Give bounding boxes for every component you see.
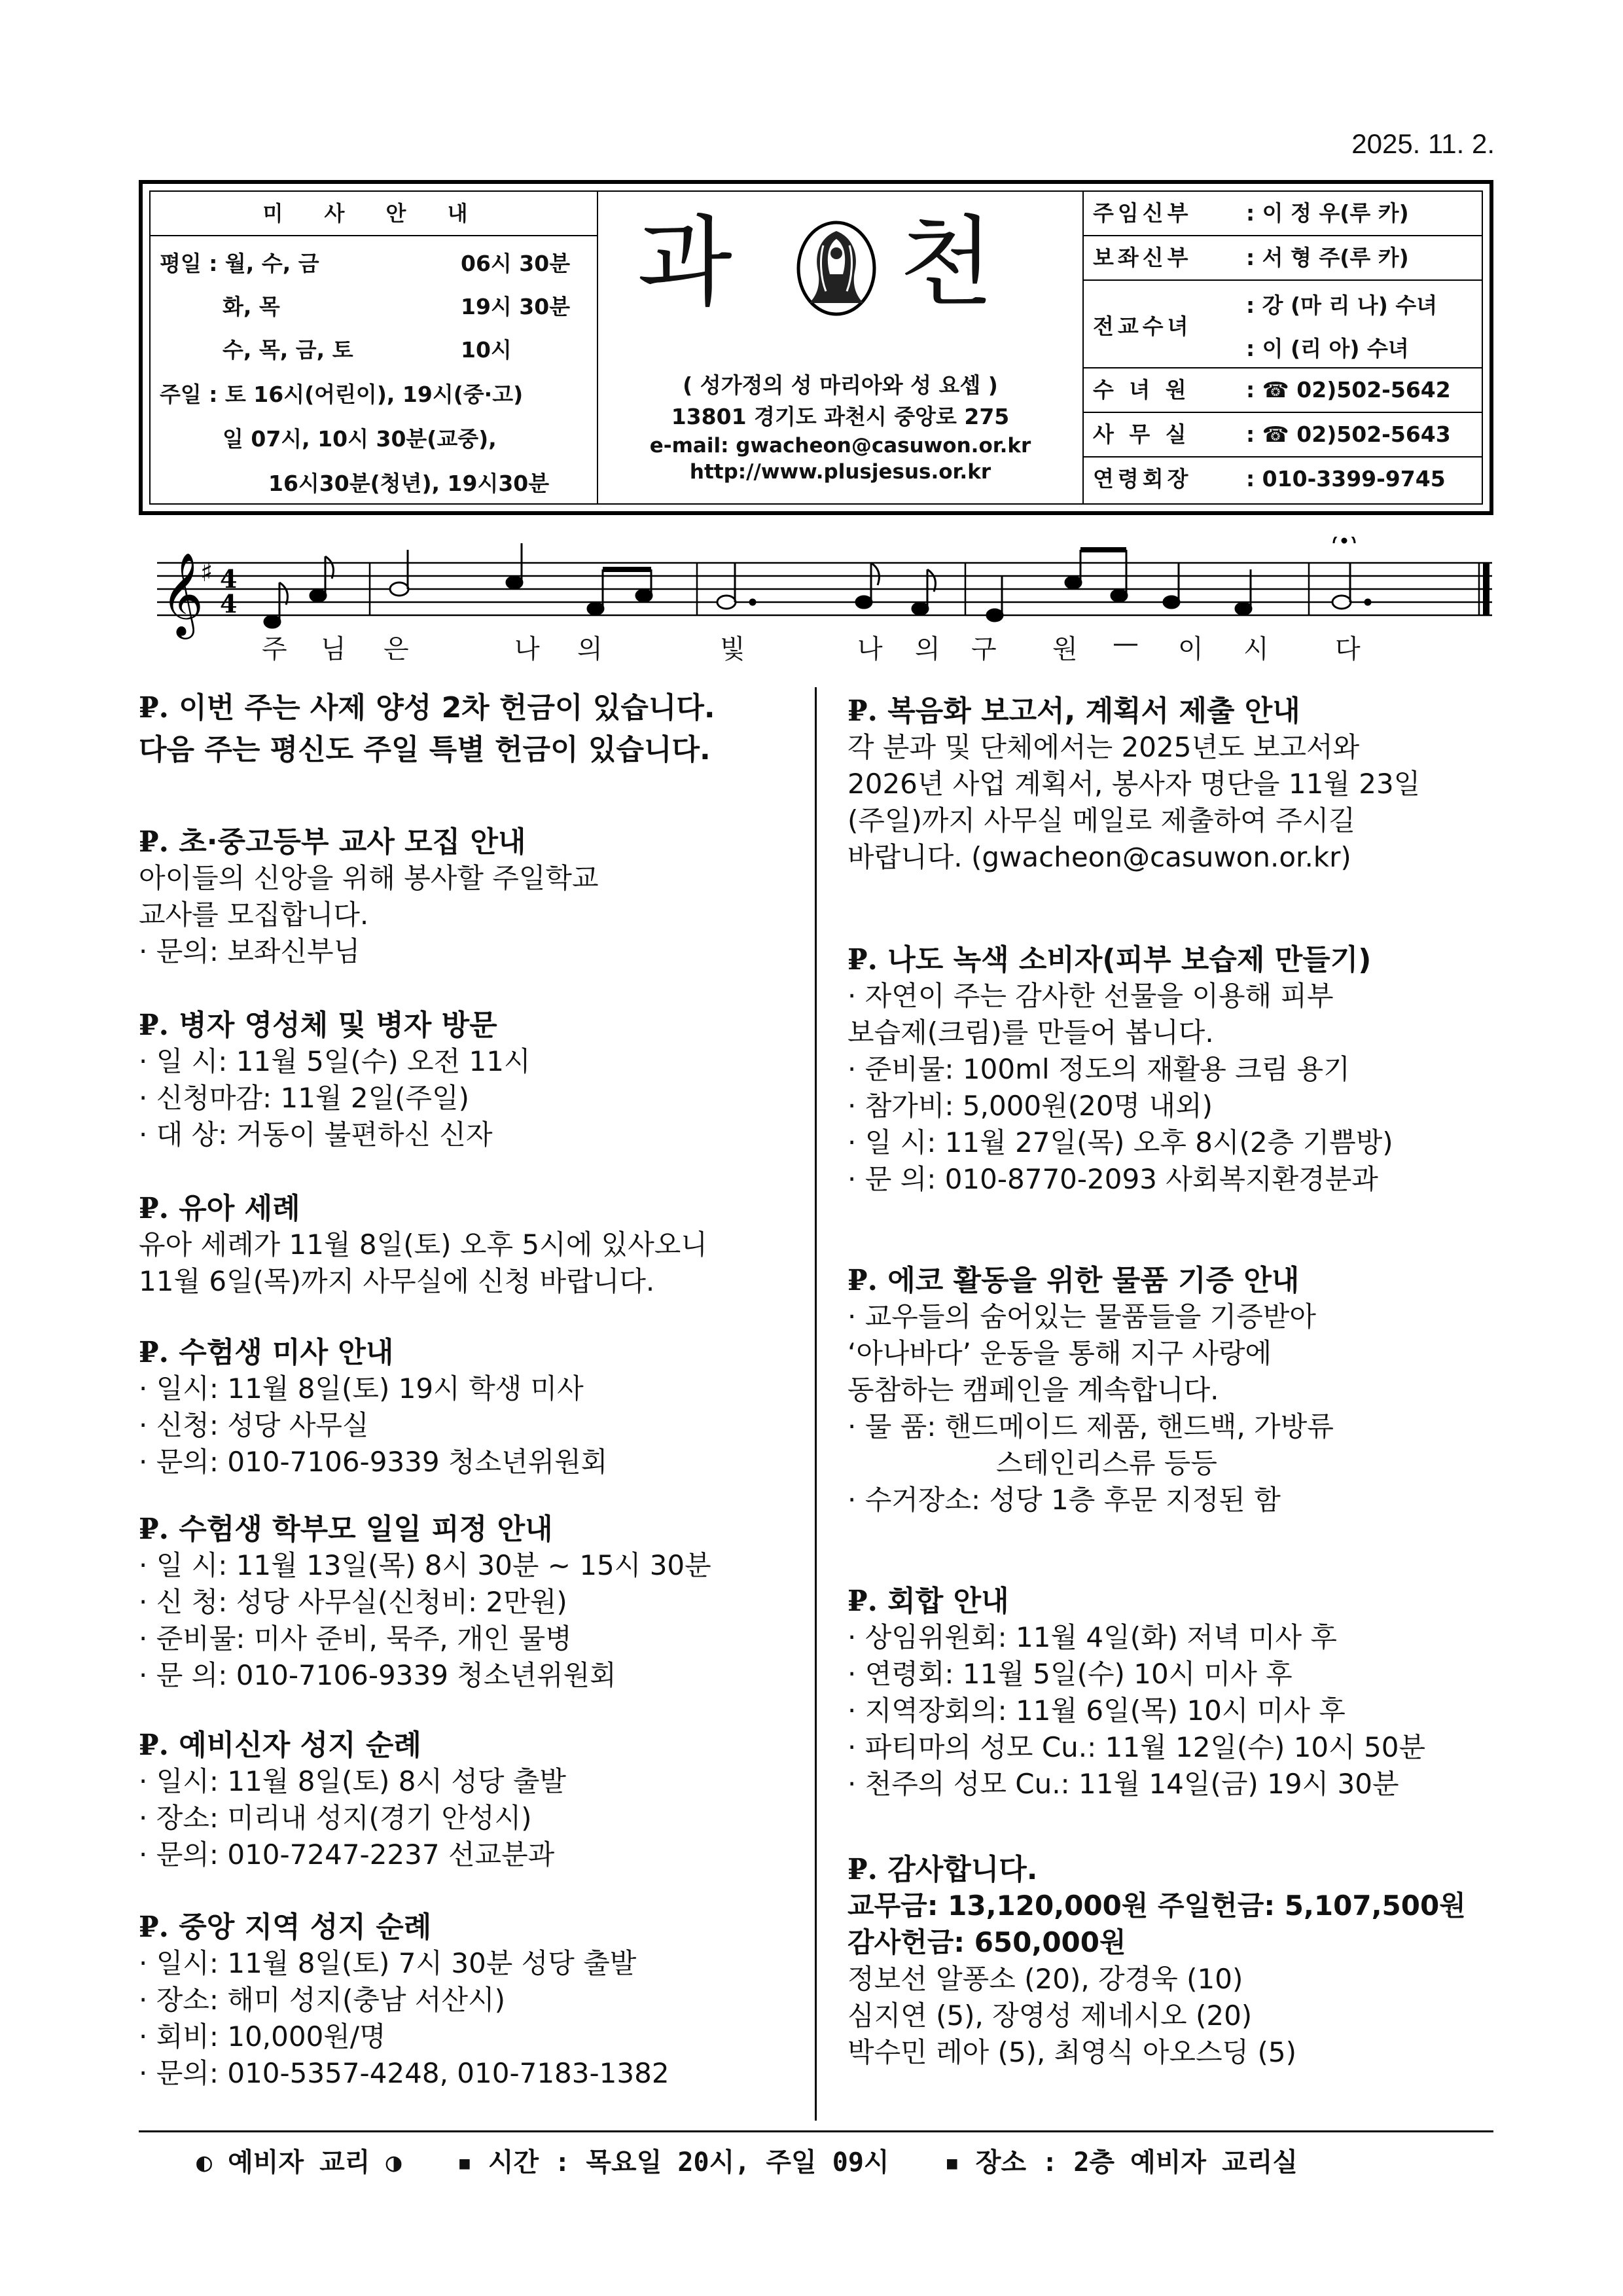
lyric-syllable: 이: [1178, 634, 1204, 664]
notice-parent-retreat: ₽. 수험생 학부모 일일 피정 안내 · 일 시: 11월 13일(목) 8시 30분 ~ 15시 30분 · 신 청: 성당 사무실(신청비: 2만원) · 준비물: 미사 준비, 묵주, 개인 물병 · 문 의: 010-7106-9339 청소년위원회: [139, 1513, 711, 1691]
notice-eco-donation: ₽. 에코 활동을 위한 물품 기증 안내 · 교우들의 숨어있는 물품들을 기증받아 ‘아나바다’ 운동을 통해 지구 사랑에 동참하는 캠페인을 계속합니다. · 물 품: 핸드메이드 제품, 핸드백, 가방류 스테인리스류 등등 · 수거장소: 성당 1층 후문 지정된 함: [847, 1264, 1334, 1516]
notice-teacher-recruit: ₽. 초·중고등부 교사 모집 안내 아이들의 신앙을 위해 봉사할 주일학교 교사를 모집합니다. · 문의: 보좌신부님: [139, 825, 599, 967]
lyric-syllable: 의: [915, 634, 940, 664]
lyric-syllable: —: [1113, 628, 1139, 658]
lyric-syllable: 주: [262, 634, 287, 664]
notice-collection: ₽. 이번 주는 사제 양성 2차 헌금이 있습니다. 다음 주는 평신도 주일 특별 헌금이 있습니다.: [139, 691, 715, 766]
lyric-syllable: 나: [857, 634, 883, 664]
mass-row: 16시30분(청년), 19시30분: [268, 471, 550, 496]
parish-title-block: [598, 192, 1084, 503]
hymn-staff: [144, 537, 1499, 694]
notice-infant-baptism: ₽. 유아 세례 유아 세례가 11월 8일(토) 오후 5시에 있사오니 11월 6일(목)까지 사무실에 신청 바랍니다.: [139, 1192, 707, 1297]
svg-text:4: 4: [220, 564, 238, 594]
footer-rule: [139, 2130, 1493, 2132]
lyric-syllable: 빛: [720, 634, 745, 664]
notice-evangelization-report: ₽. 복음화 보고서, 계획서 제출 안내 각 분과 및 단체에서는 2025년도 보고서와 2026년 사업 계획서, 봉사자 명단을 11월 23일 (주일)까지 사무실 메일로 제출하여 주시길 바랍니다. (gwacheon@casuwon.or.kr): [847, 694, 1421, 873]
notice-meetings: ₽. 회합 안내 · 상임위원회: 11월 4일(화) 저녁 미사 후 · 연령회: 11월 5일(수) 10시 미사 후 · 지역장회의: 11월 6일(목) 10시 미사 후 · 파티마의 성모 Cu.: 11월 12일(수) 10시 50분 · 천주의 성모 Cu.: 11월 14일(금) 19시 30분: [847, 1585, 1426, 1800]
lyric-syllable: 원: [1052, 634, 1078, 664]
parish-patron: ( 성가정의 성 마리아와 성 요셉 ): [683, 372, 998, 398]
lyric-syllable: 다: [1335, 634, 1361, 664]
mass-schedule-title: 미 사 안 내: [151, 192, 597, 236]
header-box: [139, 180, 1493, 515]
notice-green-consumer: ₽. 나도 녹색 소비자(피부 보습제 만들기) · 자연이 주는 감사한 선물을 이용해 피부 보습제(크림)를 만들어 봅니다. · 준비물: 100ml 정도의 재활용 크림 용기 · 참가비: 5,000원(20명 내외) · 일 시: 11월 27일(목) 오후 8시(2층 기쁨방) · 문 의: 010-8770-2093 사회복지환경분과: [847, 943, 1393, 1195]
mass-row: 평일 : 월, 수, 금 06시 30분: [160, 251, 571, 276]
lyric-syllable: 의: [577, 634, 603, 664]
staff-row: 주임신부 : 이 정 우(루 카): [1084, 192, 1482, 236]
notice-exam-mass: ₽. 수험생 미사 안내 · 일시: 11월 8일(토) 19시 학생 미사 · 신청: 성당 사무실 · 문의: 010-7106-9339 청소년위원회: [139, 1336, 608, 1478]
bulletin-date: 2025. 11. 2.: [1351, 128, 1495, 159]
staff-row: 전교수녀 : 강 (마 리 나) 수녀 : 이 (리 아) 수녀: [1084, 281, 1482, 368]
staff-row: 보좌신부 : 서 형 주(루 카): [1084, 236, 1482, 281]
footer-title: ◐ 예비자 교리 ◑: [196, 2147, 402, 2178]
lyric-syllable: 님: [321, 634, 346, 664]
holy-family-logo: [794, 219, 878, 317]
svg-text:4: 4: [220, 589, 238, 619]
staff-row: 수 녀 원 : ☎ 02)502-5642: [1084, 368, 1482, 413]
mass-row: 주일 : 토 16시(어린이), 19시(중·고): [160, 382, 524, 407]
footer-time: ▪ 시간 : 목요일 20시, 주일 09시: [456, 2147, 889, 2178]
staff-row: 사 무 실 : ☎ 02)502-5643: [1084, 413, 1482, 457]
mass-row: 화, 목 19시 30분: [223, 294, 571, 319]
staff-directory: [1084, 192, 1482, 503]
svg-text:♯: ♯: [200, 558, 213, 588]
notice-thanks: ₽. 감사합니다. 교무금: 13,120,000원 주일헌금: 5,107,500원 감사헌금: 650,000원 정보선 알퐁소 (20), 강경욱 (10) 심지연 (5), 장영성 제네시오 (20) 박수민 레아 (5), 최영식 아오스딩 (5): [847, 1853, 1466, 2068]
mass-row: 일 07시, 10시 30분(교중),: [223, 426, 497, 452]
svg-text:𝄞: 𝄞: [161, 552, 204, 636]
parish-name-second: 천: [899, 206, 994, 320]
lyric-syllable: 구: [971, 634, 997, 664]
parish-address: 13801 경기도 과천시 중앙로 275: [671, 404, 1010, 429]
parish-website: http://www.plusjesus.or.kr: [689, 460, 991, 484]
footer-place: ▪ 장소 : 2층 예비자 교리실: [944, 2147, 1298, 2178]
notice-catechumen-pilgrimage: ₽. 예비신자 성지 순례 · 일시: 11월 8일(토) 8시 성당 출발 · 장소: 미리내 성지(경기 안성시) · 문의: 010-7247-2237 선교분과: [139, 1729, 566, 1871]
parish-name-first: 과: [637, 206, 732, 320]
mass-row: 수, 목, 금, 토 10시: [223, 337, 512, 363]
lyric-syllable: 시: [1243, 634, 1269, 664]
lyric-syllable: 나: [514, 634, 540, 664]
notice-sick-communion: ₽. 병자 영성체 및 병자 방문 · 일 시: 11월 5일(수) 오전 11시 · 신청마감: 11월 2일(주일) · 대 상: 거동이 불편하신 신자: [139, 1009, 531, 1151]
notice-district-pilgrimage: ₽. 중앙 지역 성지 순례 · 일시: 11월 8일(토) 7시 30분 성당 출발 · 장소: 해미 성지(충남 서산시) · 회비: 10,000원/명 · 문의: 010-5357-4248, 010-7183-1382: [139, 1910, 669, 2089]
lyric-syllable: 은: [383, 634, 409, 664]
footer-catechism-info: [196, 2142, 1337, 2179]
column-divider: [815, 687, 817, 2121]
staff-row: 연령회장 : 010-3399-9745: [1093, 466, 1446, 492]
mass-schedule: [151, 192, 598, 503]
parish-email: e-mail: gwacheon@casuwon.or.kr: [649, 434, 1031, 457]
